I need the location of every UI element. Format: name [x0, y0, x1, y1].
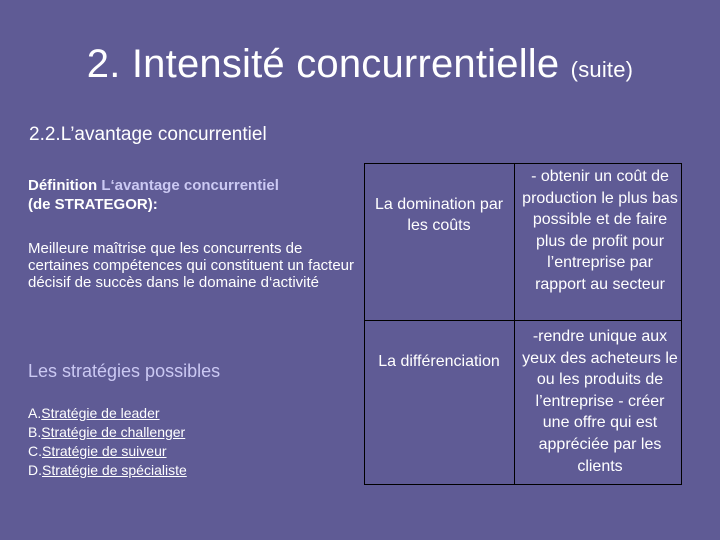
strategy-item [28, 442, 187, 461]
table-border-bottom [364, 484, 682, 485]
strategy-letter: A. [28, 405, 42, 421]
strategy-item [28, 423, 187, 442]
definition-prefix: Définition [28, 177, 102, 194]
row-diff-text: -rendre unique aux yeux des acheteurs le ou les produits de l’entreprise - créer une offre qui est appréciée par les clients [522, 328, 678, 475]
definition-text: Meilleure maîtrise que les concurrents de certaines compétences qui constituent un facteur décisif de succès dans le domaine d‘activité [28, 240, 355, 291]
strategy-letter: D. [28, 462, 42, 478]
table-border-row [364, 320, 682, 321]
strategy-table [364, 163, 682, 485]
title-main: 2. Intensité concurrentielle [86, 42, 560, 86]
definition-term: L‘avantage concurrentiel [101, 177, 279, 194]
strategy-text: Stratégie de challenger [41, 424, 186, 440]
definition-source: (de STRATEGOR): [28, 196, 158, 213]
strategy-letter: B. [28, 424, 42, 440]
strategy-text: Stratégie de leader [41, 405, 160, 421]
strategy-item [28, 404, 187, 423]
strategy-text: Stratégie de spécialiste [42, 462, 187, 478]
table-border-middle [514, 163, 515, 485]
title-suffix: (suite) [570, 57, 634, 82]
definition-heading [28, 176, 358, 214]
slide-title [0, 42, 720, 87]
row-cost-text: - obtenir un coût de production le plus bas possible et de faire plus de profit pour l’entreprise par rapport au secteur [522, 168, 678, 293]
table-border-right [681, 163, 682, 485]
row-cost-label: La domination par les coûts [374, 196, 504, 234]
strategy-text: Stratégie de suiveur [42, 443, 167, 459]
row-diff-label: La différenciation [378, 353, 500, 370]
section-subtitle: 2.2.L’avantage concurrentiel [29, 124, 267, 145]
strategies-list [28, 404, 187, 480]
strategy-item [28, 461, 187, 480]
strategies-title: Les stratégies possibles [28, 361, 221, 381]
table-border-top [364, 163, 682, 164]
strategy-letter: C. [28, 443, 42, 459]
